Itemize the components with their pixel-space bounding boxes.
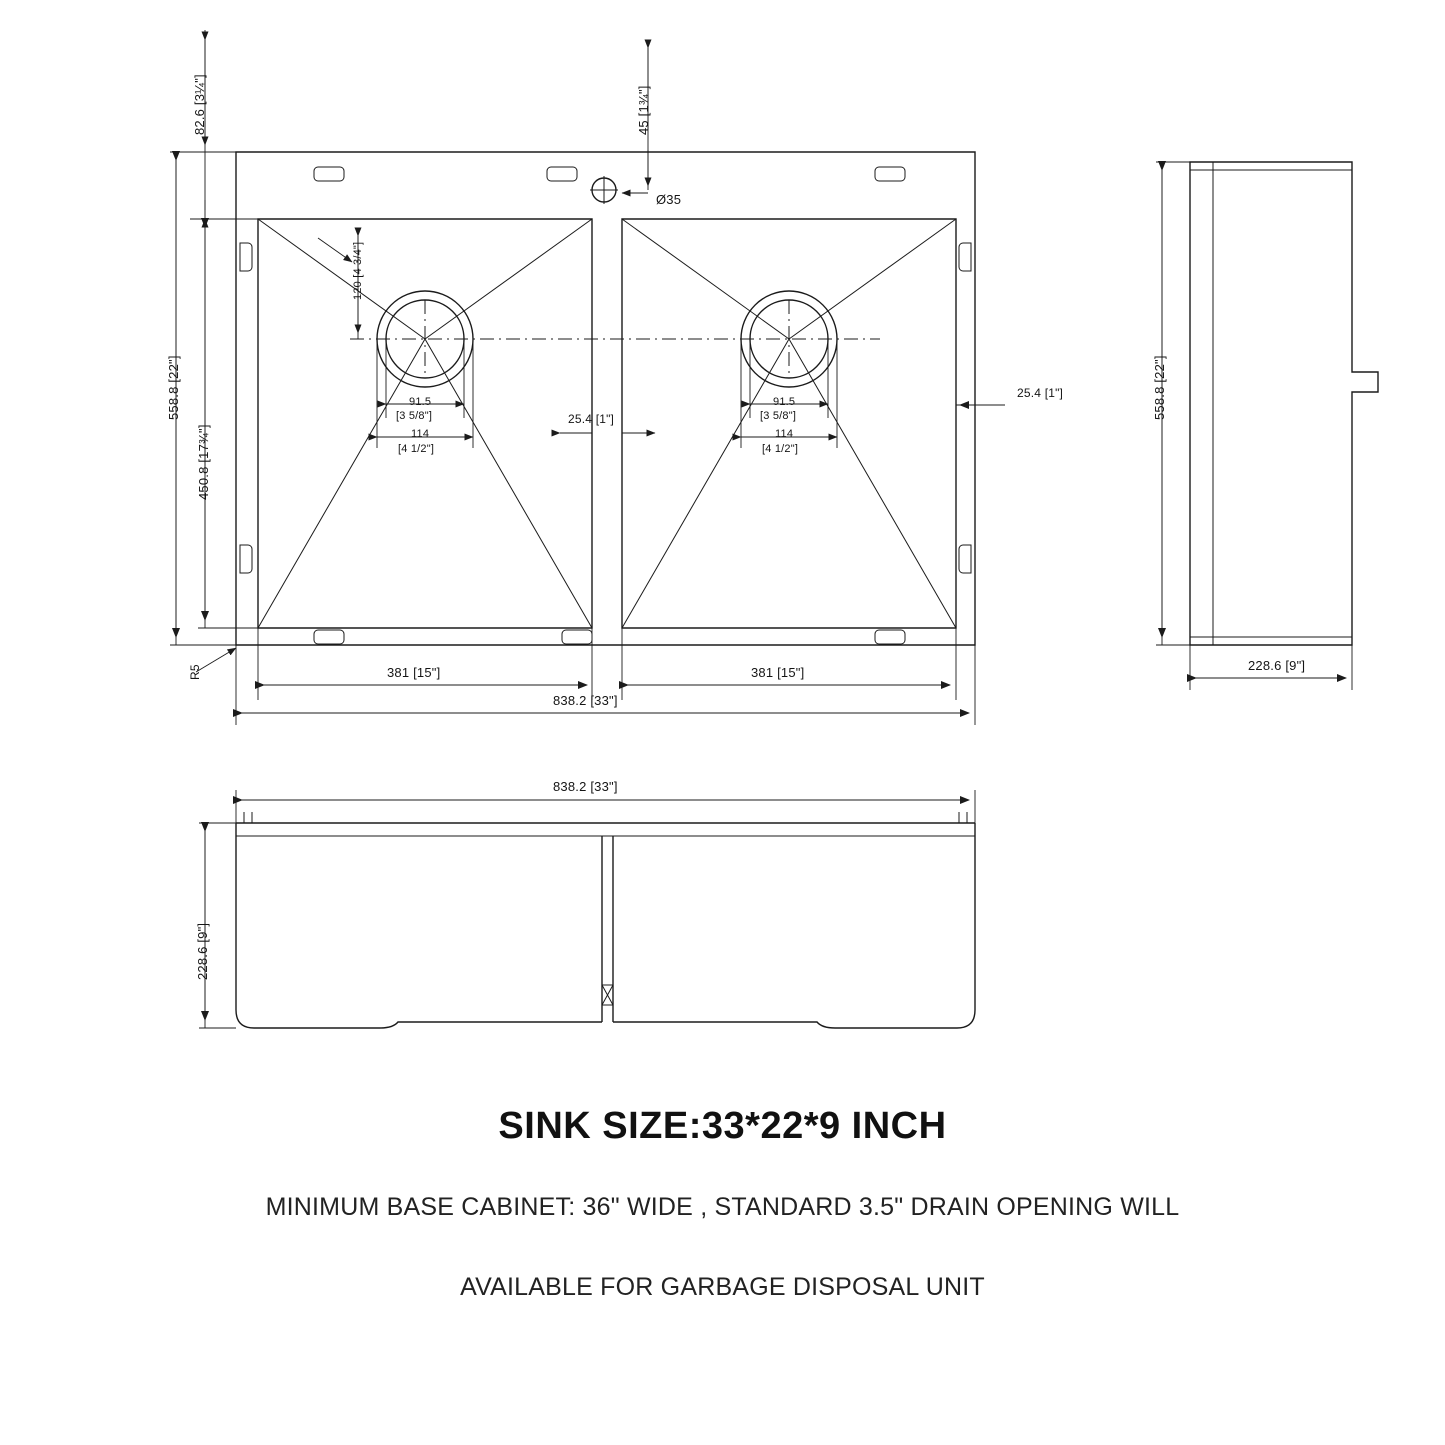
dim-faucet-hole-diameter: Ø35 [656,192,682,207]
dim-side-height: 558.8 [22"] [1152,355,1167,420]
dim-corner-radius: R5 [188,664,202,680]
dim-top-left-offset: 82.6 [3¼"] [192,74,207,135]
dim-front-width: 838.2 [33"] [553,779,618,794]
dim-faucet-offset: 45 [1¾"] [636,85,651,135]
dim-front-depth: 228.6 [9"] [195,922,210,980]
dim-left-drain-outer: 114 [411,428,430,440]
dim-right-drain-outer-inch: [4 1/2"] [762,443,799,455]
dim-left-bowl-width: 381 [15"] [387,665,441,680]
dim-divider-width: 25.4 [1"] [568,412,615,426]
dim-right-drain-inner-inch: [3 5/8"] [760,410,797,422]
dim-bowl-height: 450.8 [17¾"] [196,424,211,500]
dim-left-drain-outer-inch: [4 1/2"] [398,443,435,455]
caption-title: SINK SIZE:33*22*9 INCH [498,1105,947,1147]
caption-line-2: AVAILABLE FOR GARBAGE DISPOSAL UNIT [460,1273,985,1301]
dim-drain-offset-left: 120 [4 3/4"] [352,241,364,300]
dim-right-drain-outer: 114 [775,428,794,440]
dim-right-bowl-width: 381 [15"] [751,665,805,680]
dim-side-depth: 228.6 [9"] [1248,658,1306,673]
dim-right-drain-inner: 91.5 [773,396,796,408]
dim-left-drain-inner-inch: [3 5/8"] [396,410,433,422]
dim-right-rim: 25.4 [1"] [1017,386,1064,400]
caption-line-1: MINIMUM BASE CABINET: 36" WIDE , STANDARD 3.5" DRAIN OPENING WILL [265,1193,1180,1221]
dim-left-drain-inner: 91.5 [409,396,432,408]
dim-overall-height: 558.8 [22"] [166,355,181,420]
dim-overall-width: 838.2 [33"] [553,693,618,708]
